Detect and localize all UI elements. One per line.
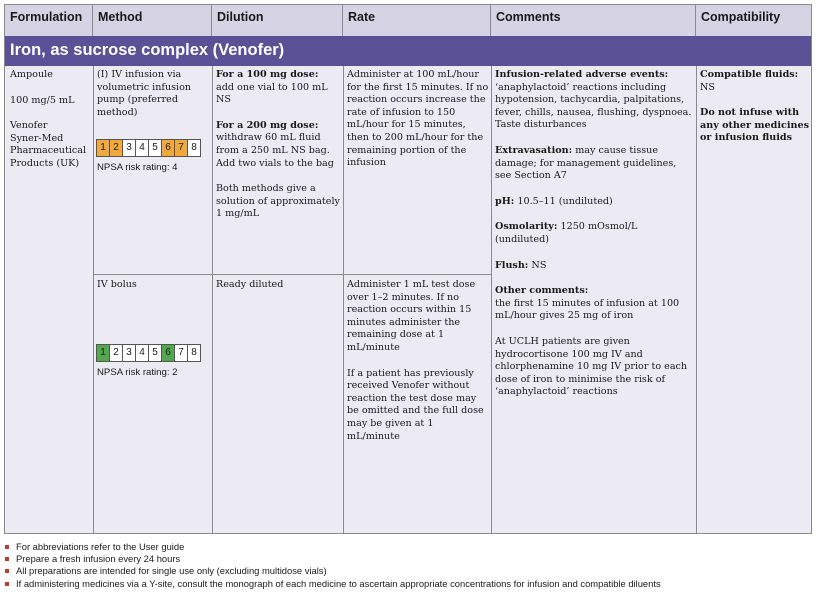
footnote: Prepare a fresh infusion every 24 hours bbox=[4, 553, 661, 565]
formulation-cell bbox=[10, 69, 90, 171]
risk-box: 2 bbox=[109, 344, 123, 362]
footnote: For abbreviations refer to the User guide bbox=[4, 541, 661, 553]
risk-rating-label: NPSA risk rating: 4 bbox=[97, 162, 178, 173]
monograph-table bbox=[4, 4, 812, 534]
col-divider bbox=[696, 66, 697, 533]
risk-rating-boxes bbox=[97, 139, 201, 157]
comment-text: 10.5–11 (undiluted) bbox=[517, 195, 613, 207]
formulation-maker: Pharmaceutical bbox=[10, 145, 87, 157]
header-rate: Rate bbox=[343, 5, 491, 36]
dilution-text: add one vial to 100 mL NS bbox=[216, 81, 328, 106]
comment-heading: Osmolarity: bbox=[495, 221, 558, 233]
header-comments: Comments bbox=[491, 5, 696, 36]
header-compatibility: Compatibility bbox=[696, 5, 811, 36]
header-formulation: Formulation bbox=[5, 5, 93, 36]
risk-box: 4 bbox=[135, 139, 149, 157]
col-divider bbox=[491, 66, 492, 533]
section-title: Iron, as sucrose complex (Venofer) bbox=[5, 36, 811, 66]
footnotes bbox=[4, 541, 661, 590]
risk-box: 6 bbox=[161, 344, 175, 362]
risk-box: 5 bbox=[148, 344, 162, 362]
compatibility-text: NS bbox=[700, 81, 715, 93]
comment-text: NS bbox=[531, 259, 547, 271]
method-bolus: IV bolus bbox=[97, 279, 137, 290]
dilution-text: Both methods give a solution of approximately 1 mg/mL bbox=[216, 183, 340, 220]
formulation-type: Ampoule bbox=[10, 69, 53, 80]
formulation-maker: Syner-Med bbox=[10, 132, 64, 144]
dilution-dose-heading: For a 200 mg dose: bbox=[216, 119, 319, 131]
dilution-infusion bbox=[216, 69, 340, 234]
footnote: If administering medicines via a Y-site, consult the monograph of each medicine to ascertain appropriate concentrations for infusion and compatible diluents bbox=[4, 578, 661, 590]
col-divider bbox=[93, 66, 94, 533]
comment-heading: Extravasation: bbox=[495, 144, 573, 156]
formulation-strength: 100 mg/5 mL bbox=[10, 94, 75, 106]
col-divider bbox=[343, 66, 344, 533]
comment-heading: pH: bbox=[495, 195, 515, 207]
risk-box: 3 bbox=[122, 344, 136, 362]
col-divider bbox=[212, 66, 213, 533]
comment-text: may cause tissue damage; for management guidelines, see Section A7 bbox=[495, 144, 677, 182]
risk-box: 2 bbox=[109, 139, 123, 157]
header-method: Method bbox=[93, 5, 212, 36]
method-infusion: (I) IV infusion via volumetric infusion pump (preferred method) bbox=[97, 69, 192, 118]
comment-text: the first 15 minutes of infusion at 100 mL/hour gives 25 mg of iron bbox=[495, 297, 680, 322]
comment-heading: Infusion-related adverse events: bbox=[495, 69, 669, 80]
comment-text: At UCLH patients are given hydrocortisone 100 mg IV and chlorphenamine 10 mg IV prior to each dose of iron to minimise the risk of ‘anaphylactoid’ reactions bbox=[495, 335, 688, 398]
rate-infusion: Administer at 100 mL/hour for the first 15 minutes. If no reaction occurs increase the rate of infusion to 150 mL/hour for 15 minutes, then to 200 mL/hour for the remaining portion of the infusion bbox=[347, 69, 489, 169]
dilution-bolus: Ready diluted bbox=[216, 279, 284, 290]
risk-box: 8 bbox=[187, 139, 201, 157]
rate-text: If a patient has previously received Venofer without reaction the test dose may be omitted and the full dose may be given at 1 mL/minute bbox=[347, 367, 484, 442]
risk-box: 4 bbox=[135, 344, 149, 362]
risk-rating-label: NPSA risk rating: 2 bbox=[97, 367, 178, 378]
rate-bolus bbox=[347, 279, 489, 456]
risk-rating-boxes bbox=[97, 344, 201, 362]
compatibility-heading: Compatible fluids: bbox=[700, 69, 799, 80]
risk-box: 7 bbox=[174, 139, 188, 157]
dilution-dose-heading: For a 100 mg dose: bbox=[216, 69, 319, 80]
formulation-maker: Products (UK) bbox=[10, 157, 80, 169]
risk-box: 8 bbox=[187, 344, 201, 362]
risk-box: 1 bbox=[96, 139, 110, 157]
rate-text: Administer 1 mL test dose over 1–2 minutes. If no reaction occurs within 15 minutes administer the remaining dose at 1 mL/minute bbox=[347, 279, 476, 353]
comments-cell bbox=[495, 69, 694, 412]
comment-text: 1250 mOsmol/L (undiluted) bbox=[495, 221, 638, 245]
row-divider bbox=[93, 274, 491, 275]
comment-text: ‘anaphylactoid’ reactions including hypotension, tachycardia, palpitations, fever, chills, nausea, flushing, dyspnoea. Taste disturbances bbox=[495, 81, 692, 131]
risk-box: 5 bbox=[148, 139, 162, 157]
dilution-text: withdraw 60 mL fluid from a 250 mL NS bag. Add two vials to the bag bbox=[216, 132, 334, 169]
formulation-brand: Venofer bbox=[10, 120, 48, 132]
compatibility-cell bbox=[700, 69, 809, 158]
footnote: All preparations are intended for single use only (excluding multidose vials) bbox=[4, 565, 661, 577]
risk-box: 1 bbox=[96, 344, 110, 362]
risk-box: 6 bbox=[161, 139, 175, 157]
header-dilution: Dilution bbox=[212, 5, 343, 36]
risk-box: 7 bbox=[174, 344, 188, 362]
compatibility-warning: Do not infuse with any other medicines or infusion fluids bbox=[700, 107, 809, 144]
comment-heading: Flush: bbox=[495, 259, 529, 271]
risk-box: 3 bbox=[122, 139, 136, 157]
comment-heading: Other comments: bbox=[495, 285, 589, 297]
